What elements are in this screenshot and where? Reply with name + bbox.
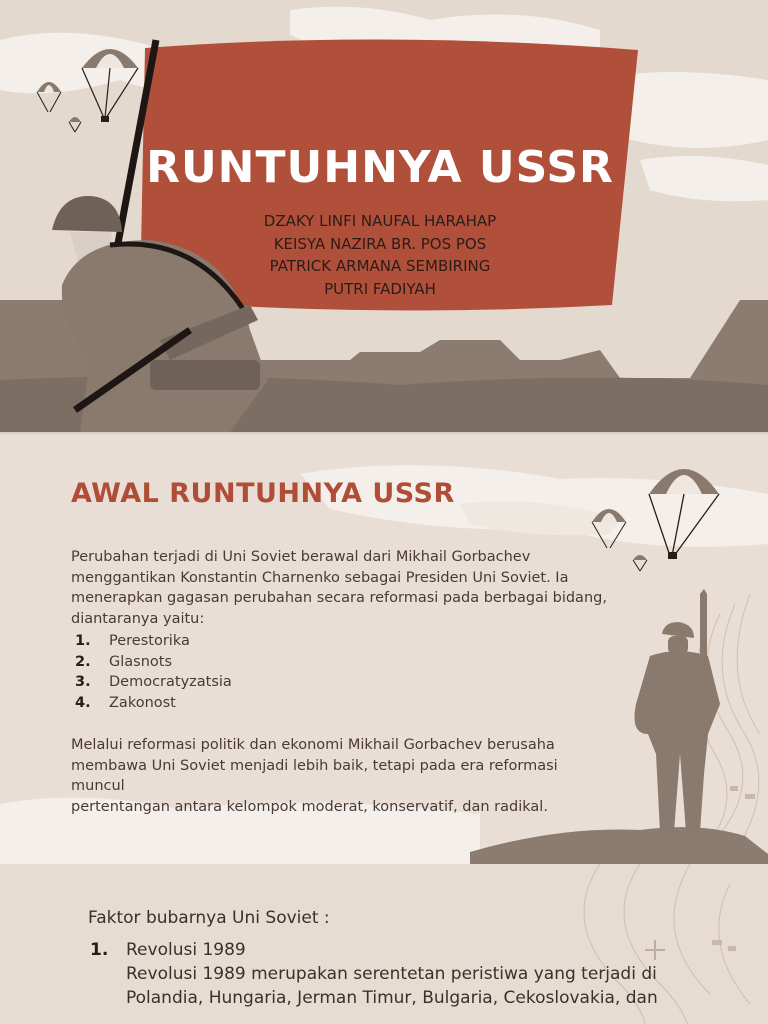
intro-paragraph: [71, 547, 611, 629]
author-name: PUTRI FADIYAH: [324, 279, 436, 298]
text-line: pertentangan antara kelompok moderat, konservatif, dan radikal.: [71, 798, 548, 815]
content-slide-faktor: [0, 864, 768, 1024]
text-line: Perubahan terjadi di Uni Soviet berawal dari Mikhail Gorbachev: [71, 549, 531, 565]
title-slide: [0, 0, 768, 432]
parachute-icon: [69, 117, 81, 132]
closing-paragraph: [71, 735, 611, 817]
list-item: 4. Zakonost: [75, 694, 176, 711]
text-line: menggantikan Konstantin Charnenko sebagai Presiden Uni Soviet. Ia: [71, 569, 569, 586]
text-line: Polandia, Hungaria, Jerman Timur, Bulgaria, Cekoslovakia, dan: [126, 988, 658, 1008]
text-line: Melalui reformasi politik dan ekonomi Mikhail Gorbachev berusaha: [71, 737, 555, 753]
faktor-intro: Faktor bubarnya Uni Soviet :: [88, 908, 330, 928]
author-name: DZAKY LINFI NAUFAL HARAHAP: [263, 212, 497, 230]
list-item: 3. Democratyzatsia: [75, 674, 232, 690]
author-name: PATRICK ARMANA SEMBIRING: [269, 257, 491, 275]
content-slide-awal: [0, 432, 768, 866]
author-list: [180, 210, 580, 300]
text-line: membawa Uni Soviet menjadi lebih baik, tetapi pada era reformasi muncul: [71, 757, 558, 794]
author-name: KEISYA NAZIRA BR. POS POS: [273, 234, 487, 253]
slide-heading: AWAL RUNTUHNYA USSR: [71, 478, 455, 509]
parachute-icon: [633, 555, 647, 571]
reform-list: [75, 631, 232, 713]
soldier-illustration: [635, 589, 721, 832]
text-line: diantaranya yaitu:: [71, 610, 205, 627]
text-line: menerapkan gagasan perubahan secara reformasi pada berbagai bidang,: [71, 590, 607, 606]
item-title: Revolusi 1989: [126, 940, 246, 960]
list-item: 1. Perestorika: [75, 633, 190, 649]
presentation-title: RUNTUHNYA USSR: [146, 142, 614, 193]
list-item: 2. Glasnots: [75, 653, 173, 670]
list-item: 1. Revolusi 1989 Revolusi 1989 merupakan serentetan peristiwa yang terjadi di Polandia, Hungaria, Jerman Timur, Bulgaria, Cekoslovakia, dan: [90, 940, 658, 1008]
text-line: Revolusi 1989 merupakan serentetan peristiwa yang terjadi di: [126, 964, 657, 984]
